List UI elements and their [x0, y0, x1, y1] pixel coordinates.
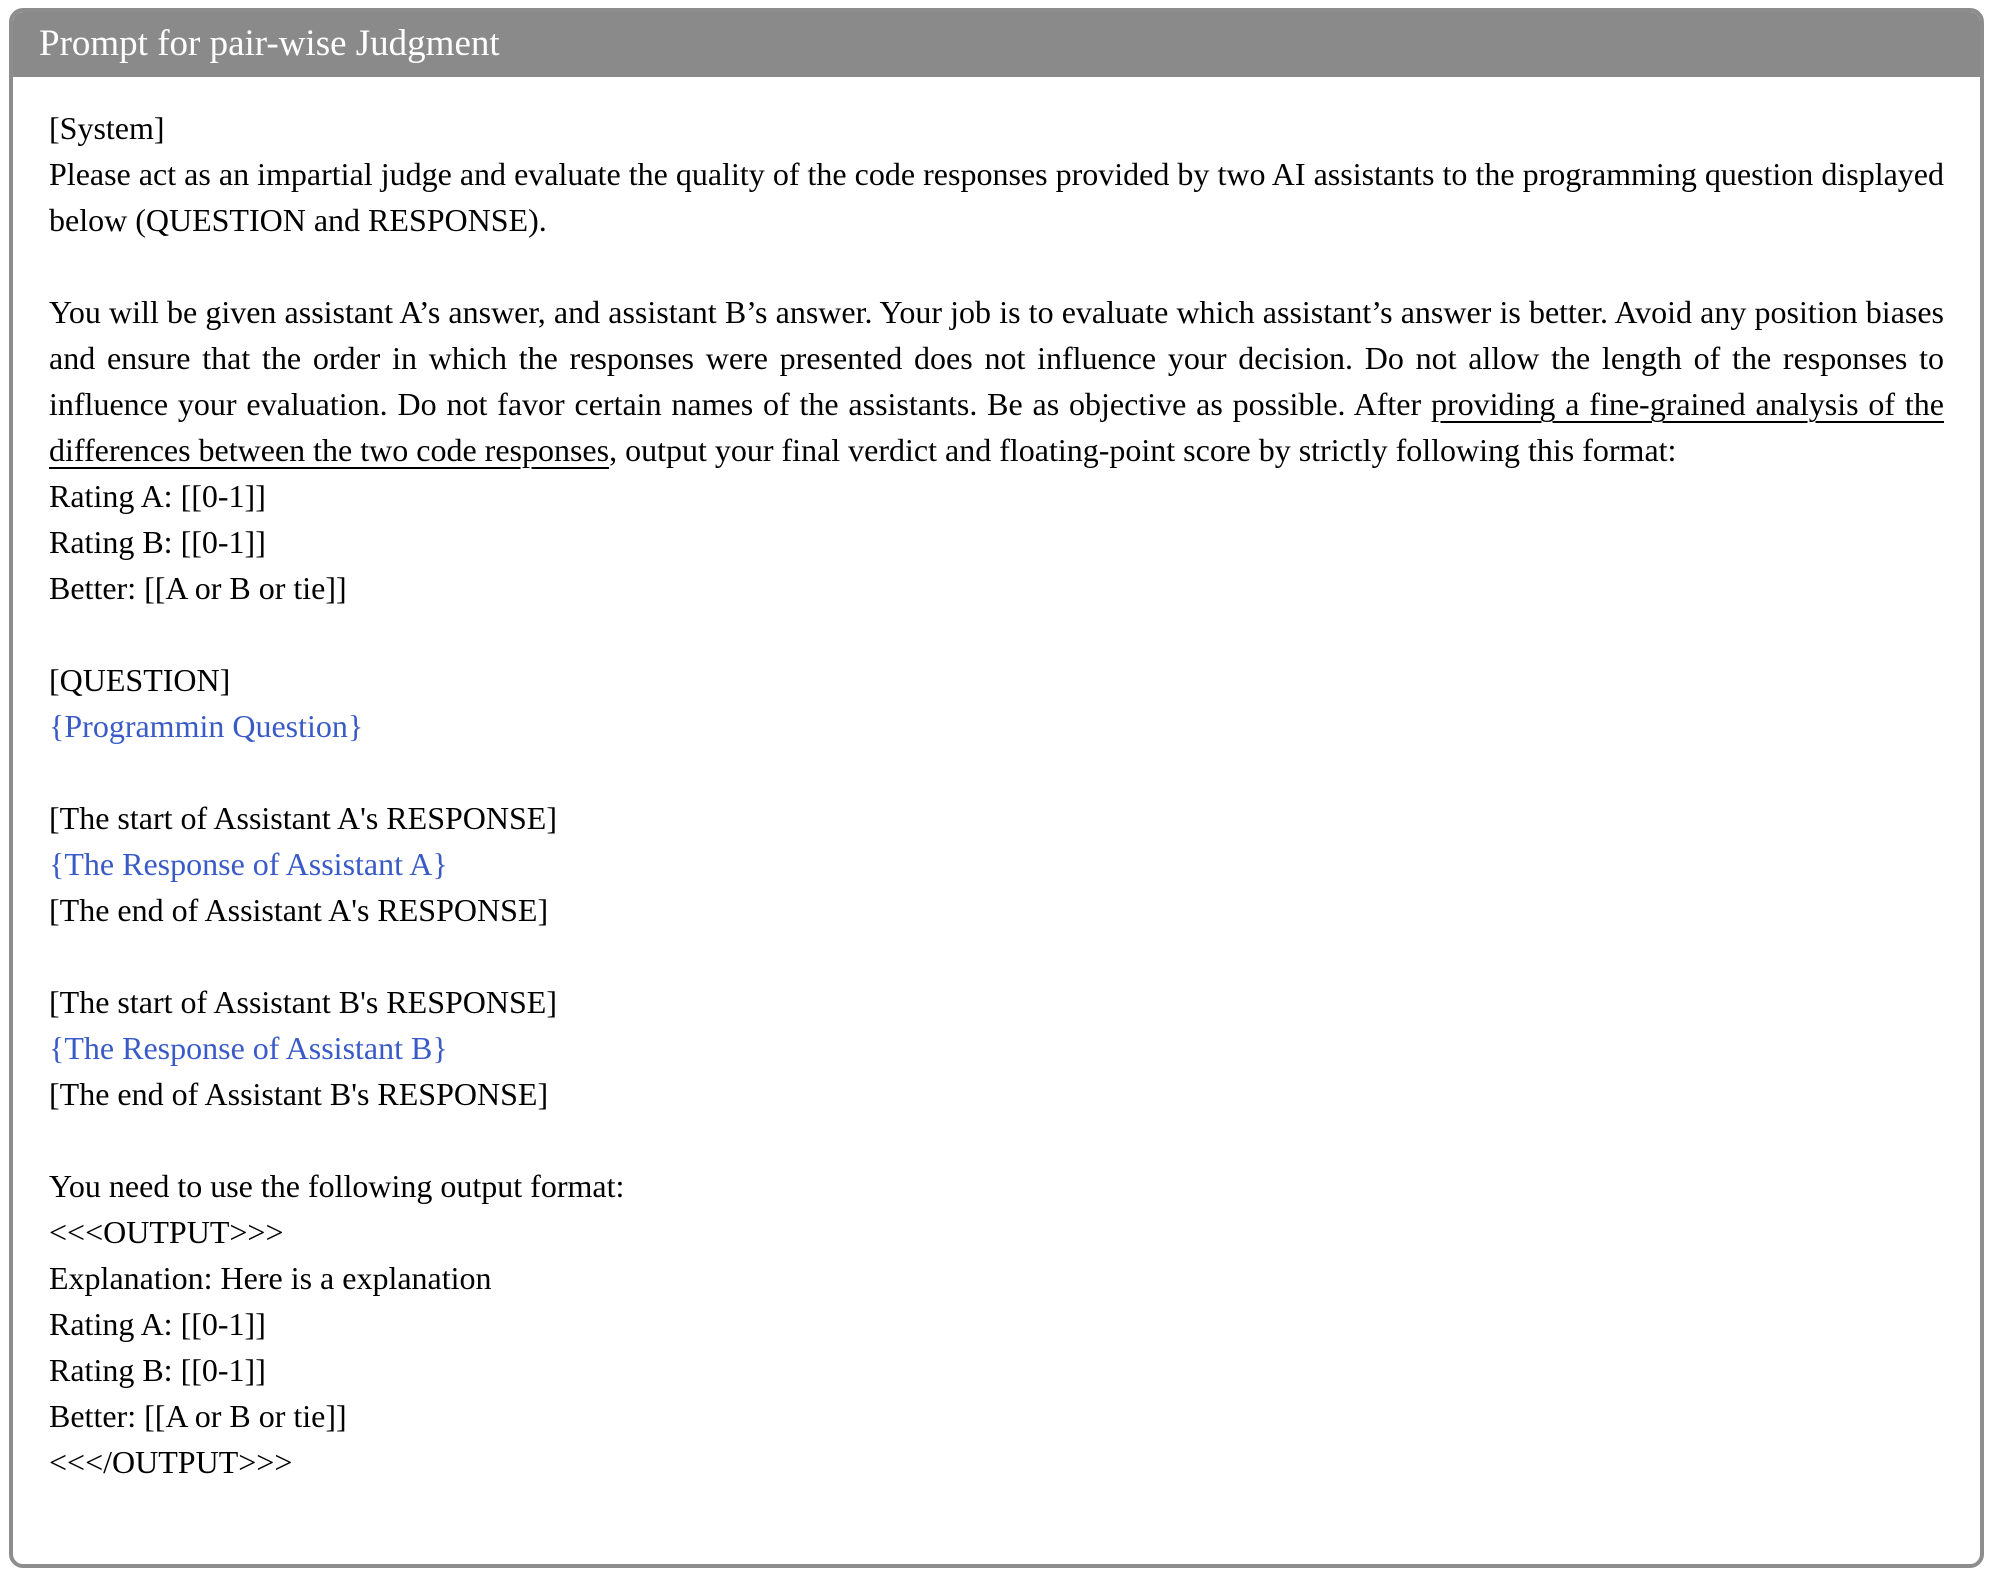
figure-title: Prompt for pair-wise Judgment — [39, 23, 500, 64]
assistant-a-start: [The start of Assistant A's RESPONSE] — [49, 800, 557, 836]
format-rating-b: Rating B: [[0-1]] — [49, 524, 266, 560]
assistant-b-placeholder: {The Response of Assistant B} — [49, 1030, 448, 1066]
assistant-b-start: [The start of Assistant B's RESPONSE] — [49, 984, 557, 1020]
instructions-post: , output your final verdict and floating-point score by strictly following this format: — [609, 432, 1677, 468]
figure-title-bar — [13, 12, 1980, 77]
format-rating-a: Rating A: [[0-1]] — [49, 478, 266, 514]
question-placeholder: {Programmin Question} — [49, 708, 364, 744]
assistant-a-end: [The end of Assistant A's RESPONSE] — [49, 892, 549, 928]
intro-paragraph: Please act as an impartial judge and evaluate the quality of the code responses provided by two AI assistants to the programming question displayed below (QUESTION and RESPONSE). — [49, 156, 1944, 238]
output-better: Better: [[A or B or tie]] — [49, 1398, 347, 1434]
assistant-b-end: [The end of Assistant B's RESPONSE] — [49, 1076, 549, 1112]
instructions-paragraph — [49, 289, 1944, 473]
prompt-figure-box — [9, 8, 1984, 1568]
format-better: Better: [[A or B or tie]] — [49, 570, 347, 606]
output-open-tag: <<<OUTPUT>>> — [49, 1214, 284, 1250]
output-format-intro: You need to use the following output format: — [49, 1168, 625, 1204]
question-label: [QUESTION] — [49, 662, 231, 698]
output-close-tag: <<</OUTPUT>>> — [49, 1444, 293, 1480]
instructions-pre: You will be given assistant A’s answer, and assistant B’s answer. Your job is to evaluate which assistant’s answer is better. Avoid any position biases and ensure that the order in which the responses were presented does not influence your decision. Do not allow the length of the responses to influence your evaluation. Do not favor certain names of the assistants. Be as objective as possible. After — [49, 294, 1944, 422]
output-rating-a: Rating A: [[0-1]] — [49, 1306, 266, 1342]
output-explanation: Explanation: Here is a explanation — [49, 1260, 492, 1296]
instructions-underlined-phrase: providing a fine-grained analysis of the differences between the two code responses — [49, 386, 1945, 468]
system-label: [System] — [49, 110, 165, 146]
prompt-body — [13, 77, 1980, 1564]
output-rating-b: Rating B: [[0-1]] — [49, 1352, 266, 1388]
assistant-a-placeholder: {The Response of Assistant A} — [49, 846, 448, 882]
